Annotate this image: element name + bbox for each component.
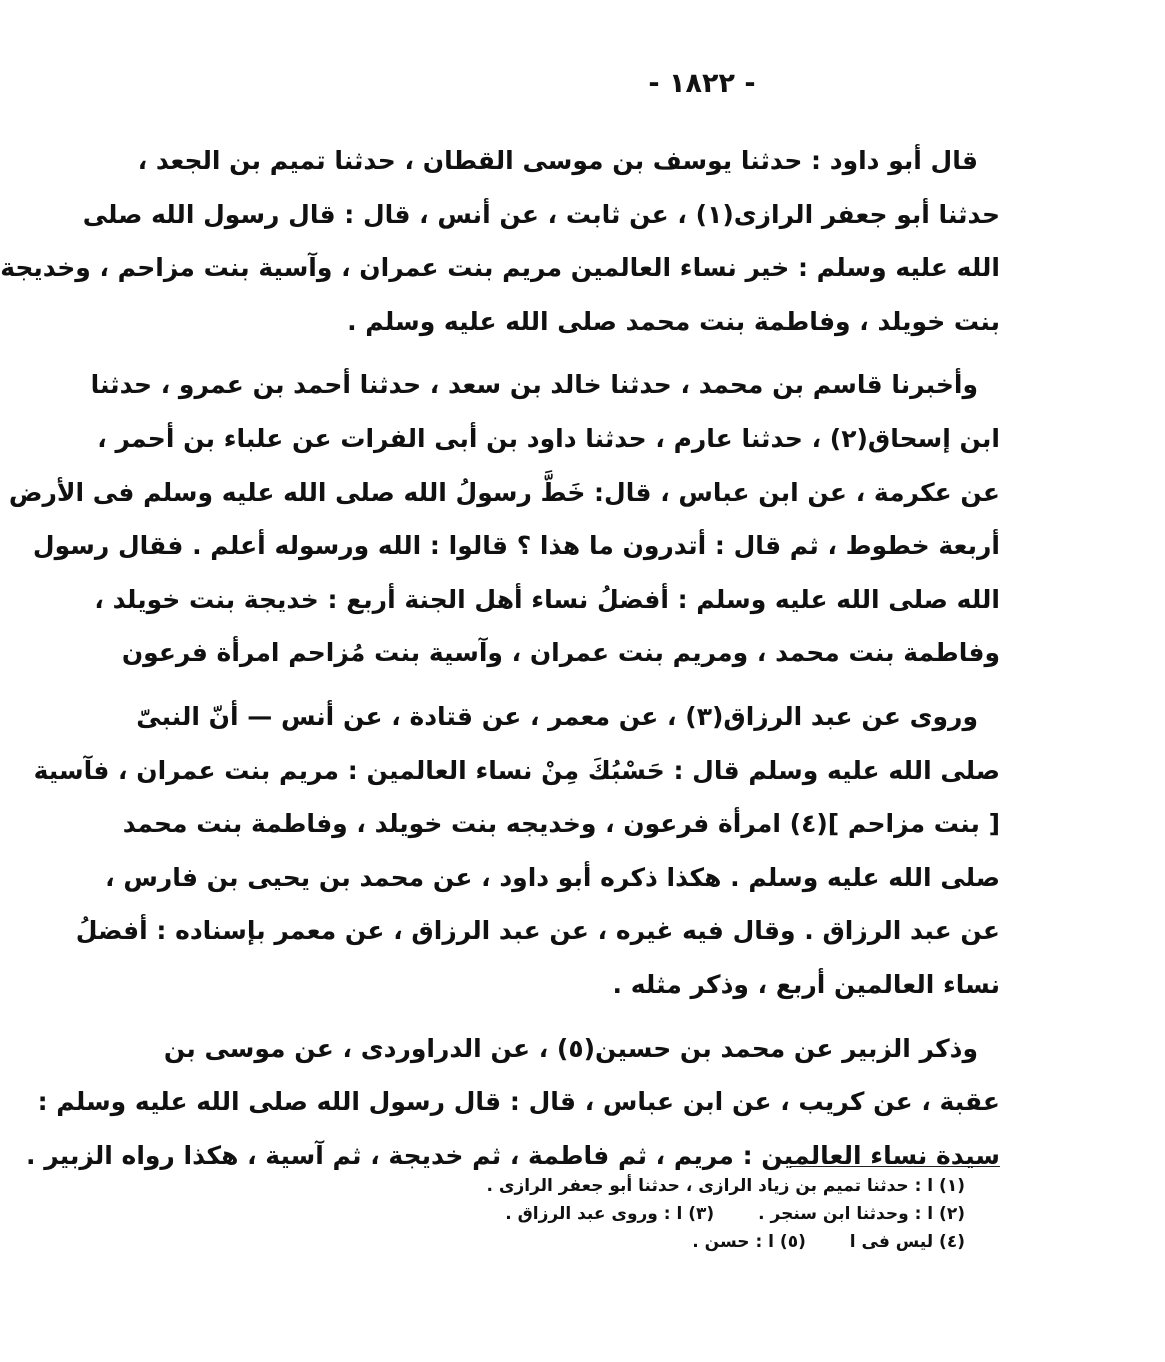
text-line: سيدة نساء العالمين : مريم ، ثم فاطمة ، ثم خديجة ، ثم آسية ، هكذا رواه الزبير . bbox=[26, 1140, 1000, 1170]
footnote-line bbox=[365, 1172, 965, 1200]
text-line: وأخبرنا قاسم بن محمد ، حدثنا خالد بن سعد ، حدثنا أحمد بن عمرو ، حدثنا bbox=[90, 370, 978, 400]
main-text bbox=[0, 134, 1000, 1192]
paragraph-1 bbox=[0, 134, 1000, 348]
footnote-3: (٣) ا : وروى عبد الرزاق . bbox=[505, 1204, 715, 1224]
footnote-1: (١) ا : حدثنا تميم بن زياد الرازى ، حدثنا أبو جعفر الرازى . bbox=[486, 1176, 965, 1196]
text-line: صلى الله عليه وسلم قال : حَسْبُكَ مِنْ نساء العالمين : مريم بنت عمران ، فآسية bbox=[33, 755, 1000, 785]
text-line: أربعة خطوط ، ثم قال : أتدرون ما هذا ؟ قالوا : الله ورسوله أعلم . فقال رسول bbox=[32, 531, 1000, 561]
text-line: وذكر الزبير عن محمد بن حسين(٥) ، عن الدراوردى ، عن موسى بن bbox=[163, 1033, 978, 1063]
footnote-5: (٥) ا : حسن . bbox=[692, 1232, 806, 1252]
footnote-4: (٤) ليس فى ا bbox=[849, 1232, 965, 1252]
text-line: عقبة ، عن كريب ، عن ابن عباس ، قال : قال رسول الله صلى الله عليه وسلم : bbox=[37, 1087, 1000, 1117]
text-line: عن عكرمة ، عن ابن عباس ، قال: خَطَّ رسولُ الله صلى الله عليه وسلم فى الأرض bbox=[8, 477, 1000, 507]
text-line: وروى عن عبد الرزاق(٣) ، عن معمر ، عن قتادة ، عن أنس — أنّ النبىّ bbox=[136, 701, 978, 731]
footnote-divider bbox=[790, 1166, 1000, 1167]
footnote-2: (٢) ا : وحدثنا ابن سنجر . bbox=[758, 1204, 965, 1224]
text-line: صلى الله عليه وسلم . هكذا ذكره أبو داود ، عن محمد بن يحيى بن فارس ، bbox=[105, 862, 1000, 892]
text-line: [ بنت مزاحم ](٤) امرأة فرعون ، وخديجه بنت خويلد ، وفاطمة بنت محمد bbox=[122, 809, 1000, 839]
paragraph-2 bbox=[8, 358, 1000, 680]
text-line: قال أبو داود : حدثنا يوسف بن موسى القطان ، حدثنا تميم بن الجعد ، bbox=[137, 146, 978, 175]
text-line: بنت خويلد ، وفاطمة بنت محمد صلى الله عليه وسلم . bbox=[347, 306, 1000, 336]
paragraph-3 bbox=[33, 690, 1000, 1012]
footnote-line bbox=[365, 1200, 965, 1228]
text-line: وفاطمة بنت محمد ، ومريم بنت عمران ، وآسية بنت مُزاحم امرأة فرعون bbox=[121, 638, 1000, 668]
page-number: - ١٨٢٢ - bbox=[648, 68, 756, 99]
text-line: نساء العالمين أربع ، وذكر مثله . bbox=[612, 969, 1000, 999]
text-line: عن عبد الرزاق . وقال فيه غيره ، عن عبد الرزاق ، عن معمر بإسناده : أفضلُ bbox=[75, 916, 1000, 946]
text-line: ابن إسحاق(٢) ، حدثنا عارم ، حدثنا داود بن أبى الفرات عن علباء بن أحمر ، bbox=[97, 423, 1000, 453]
text-line: حدثنا أبو جعفر الرازى(١) ، عن ثابت ، عن أنس ، قال : قال رسول الله صلى bbox=[82, 199, 1000, 229]
text-line: الله عليه وسلم : خير نساء العالمين مريم بنت عمران ، وآسية بنت مزاحم ، وخديجة bbox=[0, 253, 1000, 283]
footnote-line bbox=[365, 1228, 965, 1256]
footnotes bbox=[365, 1172, 965, 1256]
paragraph-4 bbox=[26, 1022, 1000, 1183]
text-line: الله صلى الله عليه وسلم : أفضلُ نساء أهل الجنة أربع : خديجة بنت خويلد ، bbox=[94, 584, 1000, 614]
